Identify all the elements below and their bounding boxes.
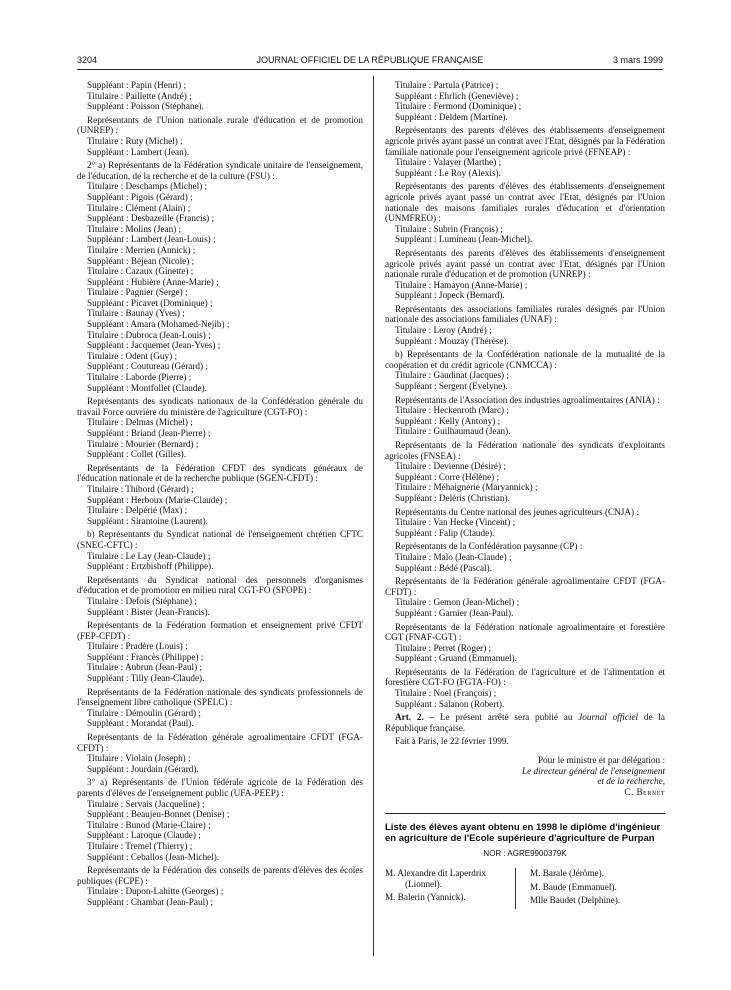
member-entry: Suppléant : Picavet (Dominique) ; (87, 297, 213, 308)
page-header (77, 55, 663, 69)
list-item: M. Barale (Jérôme). (530, 868, 604, 878)
left-column (77, 80, 363, 908)
member-entry: Titulaire : Guilhaumaud (Jean). (395, 426, 511, 437)
student-names (385, 868, 665, 909)
right-column (385, 80, 665, 909)
member-entry: Suppléant : Montfollet (Claude). (87, 382, 207, 393)
nor-reference: NOR : AGRE9900379K (483, 849, 567, 859)
member-entry: Suppléant : Falip (Claude). (395, 527, 495, 538)
list-item: Mlle Baudet (Delphine). (530, 895, 621, 906)
member-entry: Titulaire : Valayer (Marthe) ; (395, 157, 502, 168)
member-entry: Titulaire : Van Hecke (Vincent) ; (395, 517, 516, 528)
member-entry: Titulaire : Thibord (Gérard) ; (87, 483, 194, 494)
signature-block (385, 755, 665, 797)
names-left (385, 868, 515, 909)
member-entry: Suppléant : Jacquemet (Jean-Yves) ; (87, 340, 221, 351)
delegation-line: Pour le ministre et par délégation : (537, 755, 665, 766)
member-entry: Titulaire : Laborde (Pierre) ; (87, 372, 192, 383)
section-heading: b) Représentants du Syndicat national de l'enseignement chrétien CFTC (SNEC-CFTC) : (77, 529, 363, 550)
member-entry: Titulaire : Servais (Jacqueline) ; (87, 798, 205, 809)
member-entry: Suppléant : Desbazeille (Francis) ; (87, 213, 215, 224)
list-item: M. Balerin (Yannick). (385, 892, 466, 903)
member-entry: Suppléant : Poisson (Stéphane). (87, 101, 204, 112)
section-heading: Représentants de la Confédération paysanne (CP) : (395, 541, 583, 552)
member-entry: Titulaire : Dubroca (Jean-Louis) ; (87, 329, 211, 340)
section-heading: Représentants de la Fédération générale agroalimentaire CFDT (FGA-CFDT) : (385, 576, 665, 597)
section-heading: Représentants du Centre national des jeunes agriculteurs (CNJA) : (395, 506, 639, 517)
member-entry: Titulaire : Devienne (Désiré) ; (395, 461, 506, 472)
section-heading: Représentants de la Fédération de l'agriculture et de l'alimentation et forestière CGT-FO (FGTA-FO) : (385, 666, 665, 688)
section-heading: Représentants de la Fédération nationale des syndicats d'exploitants agricoles (FNSEA) : (385, 440, 665, 461)
section-heading: Représentants de la Fédération des conseils de parents d'élèves des écoles publiques (FCPE) : (77, 865, 363, 886)
name-line: (Lionnel). (405, 878, 442, 889)
page-number: 3204 (77, 55, 98, 65)
member-entry: Titulaire : Deschamps (Michel) ; (87, 181, 208, 192)
member-entry: Titulaire : Démoulin (Gérard) ; (87, 707, 201, 718)
member-entry: Titulaire : Clément (Alain) ; (87, 202, 191, 213)
member-entry: Titulaire : Gemon (Jean-Michel) ; (395, 597, 520, 608)
member-entry: Suppléant : Le Roy (Alexis). (395, 167, 501, 178)
member-entry: Titulaire : Subrin (François) ; (395, 223, 503, 234)
member-entry: Titulaire : Aubrun (Jean-Paul) ; (87, 662, 202, 673)
member-entry: Titulaire : Tremel (Thierry) ; (87, 840, 193, 851)
member-entry: Titulaire : Fermond (Dominique) ; (395, 101, 522, 112)
section-heading: 2° a) Représentants de la Fédération syndicale unitaire de l'enseignement, de l'éducation, de la recherche et de la culture (FSU) : (77, 160, 363, 181)
member-entry: Titulaire : Malo (Jean-Claude) ; (395, 551, 512, 562)
member-entry: Titulaire : Pagnier (Serge) ; (87, 287, 188, 298)
member-entry: Suppléant : Kelly (Antony) ; (395, 415, 501, 426)
member-entry: Suppléant : Gruand (Emmanuel). (395, 653, 517, 664)
list-item: M. Baude (Emmanuel). (530, 881, 617, 892)
section-heading: Représentants de la Fédération nationale des syndicats professionnels de l'enseignement libre catholique (SPELC) : (77, 686, 363, 708)
member-entry: Suppléant : Pigois (Gérard) ; (87, 191, 193, 202)
article-text-end: de la République française. (385, 712, 665, 733)
member-entry: Titulaire : Ruty (Michel) ; (87, 135, 183, 146)
member-entry: Titulaire : Le Lay (Jean-Claude) ; (87, 550, 211, 561)
section-heading: b) Représentants de la Confédération nationale de la mutualité de la coopération et du crédit agricole (CNMCCA) : (385, 349, 665, 370)
member-entry: Titulaire : Mourier (Bernard) ; (87, 438, 199, 449)
member-entry: Titulaire : Defois (Stéphane) ; (87, 595, 197, 606)
names-right (515, 868, 620, 909)
member-entry: Titulaire : Delmas (Michel) ; (87, 417, 193, 428)
member-entry: Titulaire : Leroy (André) ; (395, 325, 492, 336)
header-rule (77, 69, 663, 70)
member-entry: Suppléant : Bister (Jean-Francis). (87, 606, 210, 617)
member-entry: Suppléant : Corre (Hélène) ; (395, 471, 500, 482)
role-line-1: Le directeur général de l'enseignement (522, 765, 665, 776)
member-entry: Suppléant : Coutureau (Gérard) ; (87, 361, 208, 372)
issue-date: 3 mars 1999 (612, 55, 663, 65)
member-entry: Titulaire : Dupon-Lahitte (Georges) ; (87, 886, 224, 897)
member-entry: Suppléant : Bédé (Pascal). (395, 562, 492, 573)
member-entry: Titulaire : Baunay (Yves) ; (87, 308, 185, 319)
name-line: M. Alexandre dit Laperdrix (385, 868, 487, 878)
section-heading: Représentants des parents d'élèves des établissements d'enseignement agricole privés ayant passé un contrat avec l'Etat, désignés par l'Union nationale rurale d'éducation et de promotion (UNREP) : (385, 247, 665, 280)
member-entry: Titulaire : Molins (Jean) ; (87, 223, 182, 234)
member-entry: Titulaire : Bunod (Marie-Claire) ; (87, 819, 211, 830)
member-entry: Suppléant : Mouzay (Thérèse). (395, 335, 509, 346)
member-entry: Titulaire : Perret (Roger) ; (395, 642, 492, 653)
member-entry: Suppléant : Sergent (Evelyne). (395, 381, 508, 392)
signatory-name: C. Bernet (624, 786, 665, 797)
member-entry: Titulaire : Odent (Guy) ; (87, 350, 177, 361)
member-entry: Suppléant : Tilly (Jean-Claude). (87, 673, 205, 684)
member-entry: Suppléant : Jourdain (Gérard). (87, 763, 199, 774)
member-entry: Suppléant : Beaujeu-Bonnet (Denise) ; (87, 809, 230, 820)
journal-title: JOURNAL OFFICIEL DE LA RÉPUBLIQUE FRANÇAISE (256, 55, 484, 65)
member-entry: Titulaire : Gaudinat (Jacques) ; (395, 370, 509, 381)
section-heading: Représentants des associations familiales rurales désignés par l'Union nationale des associations familiales (UNAF) : (385, 303, 665, 325)
member-entry: Suppléant : Hubière (Anne-Marie) ; (87, 276, 219, 287)
member-entry: Suppléant : Deldem (Martine). (395, 111, 508, 122)
member-entry: Suppléant : Papin (Henri) ; (87, 80, 187, 90)
member-entry: Titulaire : Partula (Patrice) ; (395, 80, 499, 90)
section-heading: Représentants du Syndicat national des personnels d'organismes d'éducation et de promotion en milieu rural CGT-FO (SFOPE) : (77, 574, 363, 596)
member-entry: Titulaire : Pradère (Louis) ; (87, 641, 188, 652)
section-heading: Représentants des parents d'élèves des établissements d'enseignement agricole privés ayant passé un contrat avec l'Etat, désignés par l'Union nationale des maisons familiales rurales d'éducation et d'orientation (UNMFREO) : (385, 181, 665, 224)
member-entry: Titulaire : Cazaux (Ginette) ; (87, 266, 194, 277)
column-divider (373, 76, 374, 956)
member-entry: Titulaire : Delpérié (Max) ; (87, 505, 188, 516)
article-label: Art. 2. – (395, 712, 435, 723)
member-entry: Suppléant : Béjean (Nicole) ; (87, 255, 195, 266)
section-heading: Représentants de la Fédération nationale agroalimentaire et forestière CGT (FNAF-CGT) : (385, 621, 665, 643)
member-entry: Suppléant : Morandat (Paul). (87, 718, 194, 729)
member-entry: Suppléant : Salanon (Robert). (395, 698, 505, 709)
section-heading: Représentants de la Fédération générale agroalimentaire CFDT (FGA-CFDT) : (77, 732, 363, 753)
member-entry: Titulaire : Paillette (André) ; (87, 90, 192, 101)
article-2 (385, 712, 665, 733)
member-entry: Suppléant : Sirantoine (Laurent). (87, 515, 208, 526)
member-entry: Suppléant : Lumineau (Jean-Michel). (395, 234, 533, 245)
member-entry: Titulaire : Méhaignerie (Maryannick) ; (395, 482, 538, 493)
member-entry: Suppléant : Lambert (Jean). (87, 146, 190, 157)
member-entry: Suppléant : Ceballos (Jean-Michel). (87, 851, 220, 862)
section-heading: Représentants des syndicats nationaux de la Confédération générale du travail Force ouvrière du ministère de l'agriculture (CGT-FO) : (77, 396, 363, 417)
section-heading: Représentants de la Fédération formation et enseignement privé CFDT (FEP-CFDT) : (77, 620, 363, 641)
member-entry: Suppléant : Amara (Mohamed-Nejib) ; (87, 319, 230, 330)
member-entry: Titulaire : Noel (François) ; (395, 688, 497, 699)
member-entry: Suppléant : Ertzbishoff (Philippe). (87, 561, 214, 572)
section-heading: Représentants de l'Union nationale rurale d'éducation et de promotion (UNREP) : (77, 114, 363, 136)
section-heading: Représentants de l'Association des industries agroalimentaires (ANIA) : (395, 394, 660, 405)
section-heading: Représentants de la Fédération CFDT des syndicats généraux de l'éducation nationale et de la recherche publique (SGEN-CFDT) : (77, 462, 363, 484)
member-entry: Titulaire : Merrien (Annick) ; (87, 244, 196, 255)
role-line-2: et de la recherche, (597, 776, 665, 787)
member-entry: Titulaire : Heckenroth (Marc) ; (395, 405, 509, 416)
section-heading: 3° a) Représentants de l'Union fédérale agricole de la Fédération des parents d'élèves de l'enseignement public (UFA-PEEP) : (77, 777, 363, 798)
member-entry: Suppléant : Jopeck (Bernard). (395, 290, 505, 301)
member-entry: Suppléant : Francès (Philippe) ; (87, 651, 204, 662)
journal-ref: Journal officiel (578, 712, 639, 723)
member-entry: Suppléant : Chambat (Jean-Paul) ; (87, 896, 214, 907)
member-entry: Suppléant : Garnier (Jean-Paul). (395, 607, 514, 618)
member-entry: Suppléant : Ehrlich (Geneviève) ; (395, 90, 519, 101)
member-entry: Suppléant : Deléris (Christian). (395, 492, 510, 503)
member-entry: Titulaire : Violain (Joseph) ; (87, 753, 191, 764)
list-item (385, 868, 515, 889)
member-entry: Suppléant : Laroque (Claude) ; (87, 830, 201, 841)
fait-a-paris: Fait à Paris, le 22 février 1999. (395, 736, 509, 747)
member-entry: Suppléant : Lambert (Jean-Louis) ; (87, 234, 216, 245)
member-entry: Suppléant : Briand (Jean-Pierre) ; (87, 428, 211, 438)
member-entry: Suppléant : Herboux (Marie-Claude) ; (87, 494, 228, 505)
list-title: Liste des élèves ayant obtenu en 1998 le diplôme d'ingénieur en agriculture de l'Ecole supérieure d'agriculture de Purpan (385, 813, 665, 844)
member-entry: Titulaire : Hamayon (Anne-Marie) ; (395, 279, 528, 290)
member-entry: Suppléant : Collet (Gilles). (87, 449, 187, 460)
article-text: Le présent arrêté sera publié au (434, 712, 579, 723)
section-heading: Représentants des parents d'élèves des établissements d'enseignement agricole privés ayant passé un contrat avec l'Etat, désignés par la Fédération familiale nationale pour l'enseignement agricole privé (FFNEAP) : (385, 125, 665, 157)
